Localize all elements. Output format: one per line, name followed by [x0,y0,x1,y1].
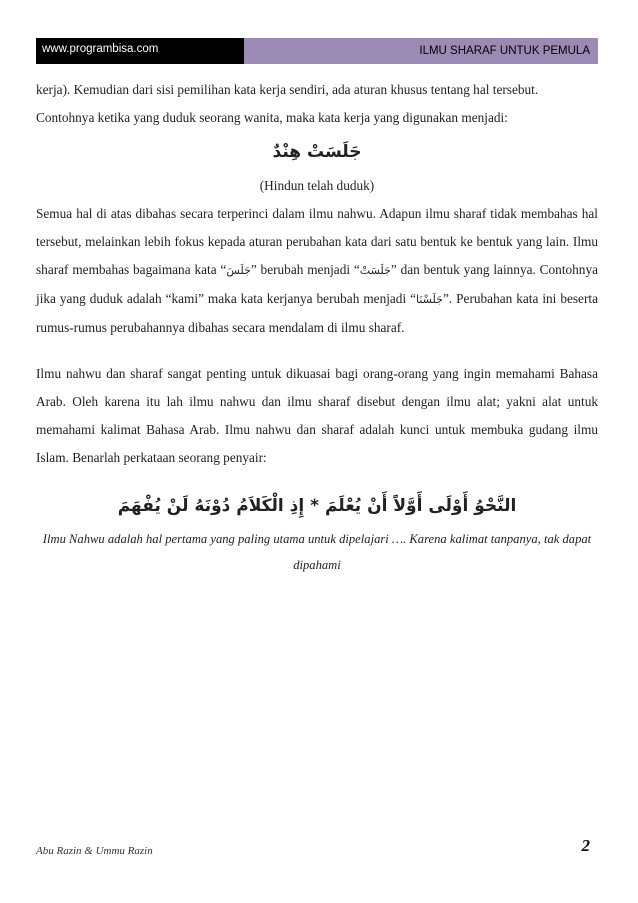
paragraph-sharaf-part-b: ” berubah menjadi “ [250,262,360,277]
document-body [36,76,598,578]
arabic-poem: النَّحْوُ أَوْلَى أَوَّلاً أَنْ يُعْلَمَ * إِذِ الْكَلاَمُ دُوْنَهُ لَنْ يُفْهَمَ [117,496,517,516]
header-website: www.programbisa.com [36,38,244,64]
arabic-word-jalasa: جَلَسَ [226,264,251,277]
paragraph-sharaf [36,200,598,342]
paragraph-gap [36,342,598,360]
arabic-word-jalasna: جَلَسْنَا [416,293,443,306]
paragraph-sharaf-part-c: ” dan bentuk yang lainnya. Contohnya jika yang duduk adalah “kami” maka kata kerjanya berubah menjadi “ [36,262,599,306]
header-title: ILMU SHARAF UNTUK PEMULA [244,38,598,64]
arabic-word-jalasat: جَلَسَتْ [359,264,391,277]
poem-translation: Ilmu Nahwu adalah hal pertama yang paling utama untuk dipelajari …. Karena kalimat tanpanya, tak dapat dipahami [42,532,592,572]
intro-line-2: Contohnya ketika yang duduk seorang wanita, maka kata kerja yang digunakan menjadi: [36,110,508,125]
paragraph-importance: Ilmu nahwu dan sharaf sangat penting untuk dikuasai bagi orang-orang yang ingin memahami Bahasa Arab. Oleh karena itu lah ilmu nahwu dan ilmu sharaf disebut dengan ilmu alat; yakni alat untuk memahami kalimat Bahasa Arab. Ilmu nahwu dan sharaf adalah kunci untuk membuka gudang ilmu Islam. Benarlah perkataan seorang penyair: [36,366,598,465]
paragraph-sharaf-part-a: Semua hal di atas dibahas secara terperinci dalam ilmu nahwu. Adapun ilmu sharaf tidak membahas hal tersebut, melainkan lebih fokus kepada aturan perubahan kata dari satu bentuk ke bentuk yang lain. Ilmu sharaf membahas bagaimana kata “ [36,206,598,277]
page-number: 2 [581,836,590,855]
translation-text: (Hindun telah duduk) [259,178,375,193]
footer-authors: Abu Razin & Ummu Razin [36,845,153,857]
arabic-example: جَلَسَتْ هِنْدٌ [272,142,362,162]
paragraph-sharaf-part-d: ”. Perubahan kata ini beserta rumus-rumus perubahannya dibahas secara mendalam di ilmu sharaf. [36,291,598,335]
intro-line-1: kerja). Kemudian dari sisi pemilihan kata kerja sendiri, ada aturan khusus tentang hal tersebut. [36,82,539,97]
